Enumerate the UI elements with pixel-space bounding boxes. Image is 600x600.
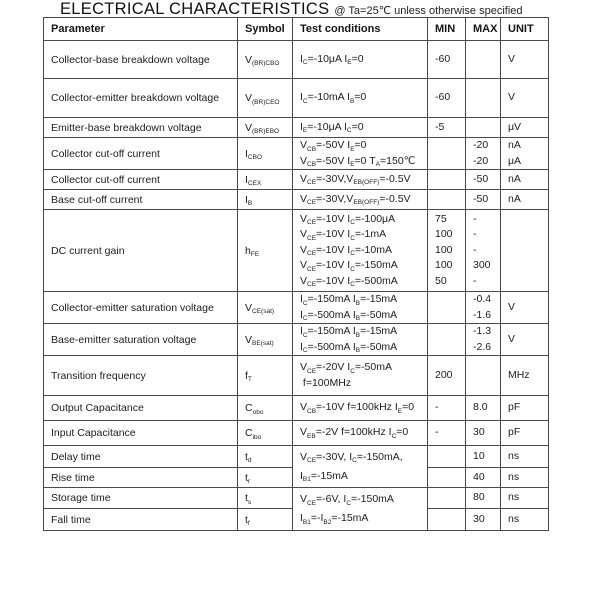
max-value: -	[473, 274, 477, 287]
max-value: -	[473, 212, 477, 225]
condition-line: $V_{CB}=-50V$ $I_E=0$ $T_A=150℃$	[300, 154, 416, 168]
symbol-cell: $I_{CBO}$	[238, 138, 293, 170]
unit-value: ns	[508, 449, 520, 462]
symbol-cell: $t_r$	[238, 468, 293, 488]
table-row	[44, 170, 549, 190]
condition-line: $I_E=-10\mu A$ $I_C=0$	[300, 120, 364, 135]
symbol-cell: $V_{(BR)EBO}$	[238, 118, 293, 138]
parameter-cell: Base cut-off current	[44, 190, 238, 210]
table-row	[44, 41, 549, 79]
conditions-cell-merged	[293, 446, 428, 488]
table-row	[44, 396, 549, 421]
min-value: 100	[435, 228, 453, 241]
condition-line: $V_{CE}=-10V$ $I_C=-500mA$	[300, 274, 398, 289]
unit-value: V	[508, 300, 516, 313]
symbol-cell: $t_d$	[238, 446, 293, 468]
col-header-min: MIN	[428, 18, 466, 41]
min-value: -5	[435, 120, 445, 133]
unit-cell	[501, 509, 549, 531]
unit-value: ns	[508, 470, 520, 483]
unit-cell	[501, 396, 549, 421]
symbol-cell: $C_{obo}$	[238, 396, 293, 421]
unit-cell	[501, 446, 549, 468]
electrical-characteristics-table	[43, 17, 549, 531]
conditions-cell	[293, 210, 428, 292]
max-value: 80	[473, 491, 485, 504]
conditions-cell	[293, 324, 428, 356]
table-row	[44, 356, 549, 396]
unit-cell	[501, 468, 549, 488]
min-value: 200	[435, 368, 453, 381]
parameter-cell: Rise time	[44, 468, 238, 488]
unit-cell	[501, 356, 549, 396]
max-cell	[466, 468, 501, 488]
unit-cell	[501, 292, 549, 324]
unit-cell	[501, 324, 549, 356]
unit-value: MHz	[508, 368, 530, 381]
unit-cell	[501, 488, 549, 509]
conditions-cell	[293, 190, 428, 210]
parameter-cell: Collector-base breakdown voltage	[44, 41, 238, 79]
condition-line: f=100MHz	[300, 376, 352, 389]
col-header-symbol: Symbol	[238, 18, 293, 41]
unit-value: μV	[508, 120, 522, 133]
max-value: -50	[473, 172, 489, 185]
symbol-cell: $C_{ibo}$	[238, 421, 293, 446]
max-value: -50	[473, 192, 489, 205]
max-cell	[466, 138, 501, 170]
condition-line: $V_{CE}=-30V$, $I_C=-150mA$,	[300, 450, 403, 464]
condition-line: $V_{CE}=-20V$ $I_C=-50mA$	[300, 361, 392, 375]
parameter-cell: Base-emitter saturation voltage	[44, 324, 238, 356]
min-cell	[428, 324, 466, 356]
max-cell	[466, 79, 501, 118]
conditions-cell	[293, 79, 428, 118]
max-value: 30	[473, 512, 485, 525]
min-cell	[428, 210, 466, 292]
max-cell	[466, 421, 501, 446]
table-row	[44, 210, 549, 292]
unit-value: ns	[508, 491, 520, 504]
unit-cell	[501, 190, 549, 210]
condition-line: $I_C=-150mA$ $I_B=-15mA$	[300, 325, 398, 339]
conditions-cell	[293, 396, 428, 421]
table-row	[44, 118, 549, 138]
unit-value: pF	[508, 401, 521, 414]
table-row	[44, 446, 549, 468]
symbol-cell: $f_T$	[238, 356, 293, 396]
symbol-cell: $V_{BE(sat)}$	[238, 324, 293, 356]
max-cell	[466, 292, 501, 324]
unit-cell	[501, 41, 549, 79]
min-cell	[428, 190, 466, 210]
max-cell	[466, 509, 501, 531]
min-cell	[428, 446, 466, 468]
symbol-cell: $V_{CE(sat)}$	[238, 292, 293, 324]
max-cell	[466, 324, 501, 356]
max-cell	[466, 41, 501, 79]
min-cell	[428, 138, 466, 170]
conditions-cell	[293, 138, 428, 170]
max-value: 30	[473, 426, 485, 439]
min-cell	[428, 79, 466, 118]
max-value: 300	[473, 259, 491, 272]
condition-line: $V_{CE}=-10V$ $I_C=-150mA$	[300, 259, 398, 273]
max-cell	[466, 118, 501, 138]
unit-cell	[501, 79, 549, 118]
max-value: -	[473, 228, 477, 241]
condition-line: $V_{CE}=-10V$ $I_C=-1mA$	[300, 228, 387, 242]
parameter-cell: Collector-emitter saturation voltage	[44, 292, 238, 324]
condition-line: $V_{CE}=-30V,V_{EB(OFF)}=-0.5V$	[300, 192, 411, 207]
min-value: 100	[435, 243, 453, 256]
condition-line: $I_C=-500mA$ $I_B=-50mA$	[300, 308, 398, 322]
unit-value: nA	[508, 192, 521, 205]
min-cell	[428, 41, 466, 79]
unit-value: nA	[508, 172, 521, 185]
parameter-cell: Collector cut-off current	[44, 170, 238, 190]
condition-line: $V_{CB}=-50V$ $I_E=0$	[300, 139, 367, 153]
min-value: -60	[435, 91, 451, 104]
max-value: -20	[473, 139, 489, 151]
col-header-parameter: Parameter	[44, 18, 238, 41]
condition-line: $V_{CE}=-6V$, $I_C=-150mA$	[300, 493, 394, 507]
page-title: ELECTRICAL CHARACTERISTICS	[60, 0, 330, 18]
unit-cell	[501, 421, 549, 446]
table-row	[44, 138, 549, 170]
unit-cell	[501, 210, 549, 292]
symbol-cell: $V_{(BR)CBO}$	[238, 41, 293, 79]
symbol-cell: $V_{(BR)CEO}$	[238, 79, 293, 118]
unit-cell	[501, 118, 549, 138]
unit-value: pF	[508, 426, 521, 439]
min-value: 75	[435, 212, 447, 225]
parameter-cell: Collector-emitter breakdown voltage	[44, 79, 238, 118]
condition-line: $I_C=-10\mu A$ $I_E=0$	[300, 52, 364, 67]
condition-line: $I_{B1}=-I_{B2}=-15mA$	[300, 512, 369, 526]
parameter-cell: Transition frequency	[44, 356, 238, 396]
max-cell	[466, 488, 501, 509]
min-cell	[428, 118, 466, 138]
symbol-cell: $h_{FE}$	[238, 210, 293, 292]
condition-line: $V_{CB}=-10V$ f=100kHz $I_E=0$	[300, 401, 415, 415]
max-value: -2.6	[473, 340, 492, 353]
max-cell	[466, 170, 501, 190]
unit-value: V	[508, 91, 516, 104]
min-cell	[428, 292, 466, 324]
parameter-cell: Output Capacitance	[44, 396, 238, 421]
min-cell	[428, 488, 466, 509]
min-cell	[428, 396, 466, 421]
min-value: 50	[435, 274, 447, 287]
min-cell	[428, 509, 466, 531]
symbol-cell: $t_s$	[238, 488, 293, 509]
conditions-cell	[293, 292, 428, 324]
max-value: 40	[473, 470, 485, 483]
col-header-unit: UNIT	[501, 18, 549, 41]
min-cell	[428, 421, 466, 446]
symbol-cell: $I_B$	[238, 190, 293, 210]
unit-value: V	[508, 332, 516, 345]
min-cell	[428, 356, 466, 396]
unit-value: μA	[508, 154, 522, 167]
title-condition-note: @ Ta=25℃ unless otherwise specified	[334, 5, 523, 17]
conditions-cell	[293, 356, 428, 396]
table-row	[44, 324, 549, 356]
table-row	[44, 79, 549, 118]
condition-line: $V_{CE}=-30V,V_{EB(OFF)}=-0.5V$	[300, 172, 411, 187]
max-value: 10	[473, 449, 485, 462]
parameter-cell: Input Capacitance	[44, 421, 238, 446]
max-value: -1.6	[473, 308, 492, 321]
condition-line: $V_{CE}=-10V$ $I_C=-10mA$	[300, 243, 392, 258]
table-row	[44, 421, 549, 446]
conditions-cell	[293, 421, 428, 446]
max-cell	[466, 396, 501, 421]
condition-line: $I_C=-500mA$ $I_B=-50mA$	[300, 340, 398, 354]
table-row	[44, 190, 549, 210]
header-row	[44, 18, 549, 41]
min-value: -	[435, 426, 439, 439]
condition-line: $I_C=-10mA$ $I_B=0$	[300, 91, 367, 105]
parameter-cell: Delay time	[44, 446, 238, 468]
unit-value: nA	[508, 139, 521, 151]
conditions-cell	[293, 118, 428, 138]
parameter-cell: Emitter-base breakdown voltage	[44, 118, 238, 138]
symbol-cell: $t_f$	[238, 509, 293, 531]
max-value: -1.3	[473, 325, 492, 337]
conditions-cell-merged	[293, 488, 428, 531]
min-value: -60	[435, 52, 451, 65]
max-value: -0.4	[473, 293, 492, 305]
unit-cell	[501, 170, 549, 190]
parameter-cell: Storage time	[44, 488, 238, 509]
parameter-cell: DC current gain	[44, 210, 238, 292]
max-value: -20	[473, 154, 489, 167]
max-cell	[466, 210, 501, 292]
col-header-test-conditions: Test conditions	[293, 18, 428, 41]
min-value: -	[435, 401, 439, 414]
condition-line: $V_{EB}=-2V$ f=100kHz $I_C=0$	[300, 426, 409, 440]
condition-line: $I_C=-150mA$ $I_B=-15mA$	[300, 293, 398, 307]
max-value: -	[473, 243, 477, 256]
max-cell	[466, 190, 501, 210]
min-cell	[428, 468, 466, 488]
parameter-cell: Fall time	[44, 509, 238, 531]
parameter-cell: Collector cut-off current	[44, 138, 238, 170]
max-cell	[466, 446, 501, 468]
unit-cell	[501, 138, 549, 170]
unit-value: V	[508, 52, 516, 65]
table-row	[44, 292, 549, 324]
conditions-cell	[293, 41, 428, 79]
condition-line: $V_{CE}=-10V$ $I_C=-100\mu A$	[300, 212, 396, 227]
max-value: 8.0	[473, 401, 488, 414]
max-cell	[466, 356, 501, 396]
table-row	[44, 488, 549, 509]
min-value: 100	[435, 259, 453, 272]
unit-value: ns	[508, 512, 520, 525]
condition-line: $I_{B1}=-15mA$	[300, 469, 348, 483]
symbol-cell: $I_{CEX}$	[238, 170, 293, 190]
col-header-max: MAX	[466, 18, 501, 41]
conditions-cell	[293, 170, 428, 190]
min-cell	[428, 170, 466, 190]
